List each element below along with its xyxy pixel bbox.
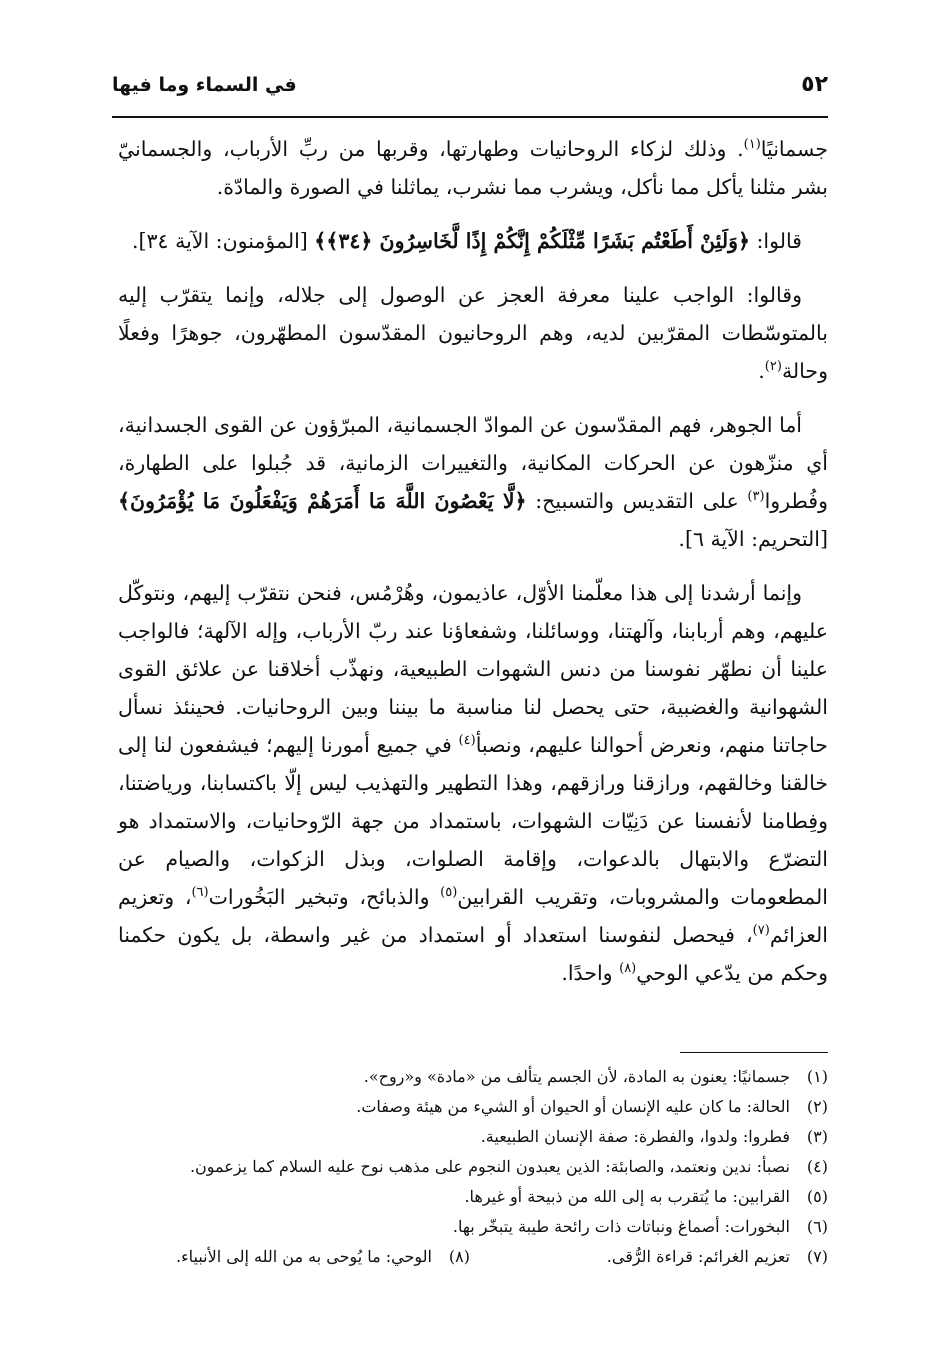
footnote-number: (١) [806,1067,828,1086]
footnote-text: البخورات: أصماغ ونباتات ذات رائحة طيبة يتبخّر بها. [452,1217,790,1236]
paragraph-1: جسمانيًا$^{(١)}$. وذلك لزكاء الروحانيات وطهارتها، وقربها من ربِّ الأرباب، والجسمانيّ بشر مثلنا يأكل مما نأكل، ويشرب مما نشرب، يماثلنا في الصورة والمادّة. [118,137,828,199]
main-text [118,130,828,1008]
footnote-7 [470,1242,828,1272]
paragraph-2: قالوا: ﴿وَلَئِنْ أَطَعْتُم بَشَرًا مِّثْلَكُمْ إِنَّكُمْ إِذًا لَّخَاسِرُونَ ﴿٣٤﴾﴾ [المؤمنون: الآية ٣٤]. [132,229,802,253]
footnote-text: الوحي: ما يُوحى به من الله إلى الأنبياء. [176,1247,432,1266]
footnote-number: (٤) [806,1157,828,1176]
footnote-row-7-8 [112,1242,828,1272]
footnote-ref-3[interactable]: (٣) [747,489,765,505]
quran-verse: ﴿لَّا يَعْصُونَ اللَّهَ مَا أَمَرَهُمْ وَيَفْعَلُونَ مَا يُؤْمَرُونَ﴾ [118,489,527,513]
footnote-text: القرابين: ما يُتقرب به إلى الله من ذبيحة أو غيرها. [464,1187,790,1206]
footnote-ref-2[interactable]: (٢) [764,359,782,375]
footnote-text: نصبأ: ندين ونعتمد، والصابئة: الذين يعبدون النجوم على مذهب نوح عليه السلام كما يزعمون. [189,1157,790,1176]
footnote-ref-6[interactable]: (٦) [191,885,209,901]
footnote-text: جسمانيًا: يعنون به المادة، لأن الجسم يتألف من «مادة» و«روح». [363,1067,790,1086]
footnotes [112,1062,828,1272]
footnote-number: (٥) [806,1187,828,1206]
footnote-number: (٢) [806,1097,828,1116]
footnote-1 [112,1062,828,1092]
footnote-ref-4[interactable]: (٤) [458,733,476,749]
quran-verse: ﴿وَلَئِنْ أَطَعْتُم بَشَرًا مِّثْلَكُمْ إِنَّكُمْ إِذًا لَّخَاسِرُونَ ﴿٣٤﴾﴾ [314,229,750,253]
footnote-number: (٦) [806,1217,828,1236]
paragraph-5: وإنما أرشدنا إلى هذا معلّمنا الأوّل، عاذيمون، وهُرْمُس، فنحن نتقرّب إليهم، ونتوكّل عليهم، وهم أربابنا، وآلهتنا، ووسائلنا، وشفعاؤنا عند ربّ الأرباب، وإله الآلهة؛ فالواجب علينا أن نطهّر نفوسنا من دنس الشهوات الطبيعية، ونهذّب أخلاقنا عن علائق القوى الشهوانية والغضبية، حتى يحصل لنا مناسبة ما بيننا وبين الروحانيات. فحينئذ نسأل حاجاتنا منهم، ونعرض أحوالنا عليهم، ونصبأ$^{(٤)}$ في جميع أمورنا إليهم؛ فيشفعون لنا إلى خالقنا وخالقهم، ورازقنا ورازقهم، وهذا التطهير والتهذيب ليس إلّا باكتسابنا، ورياضتنا، وفِطامنا لأنفسنا عن دَنِيّات الشهوات، باستمداد من جهة الرّوحانيات، والاستمداد هو التضرّع والابتهال بالدعوات، وإقامة الصلوات، وبذل الزكوات، والصيام عن المطعومات والمشروبات، وتقريب القرابين$^{(٥)}$ والذبائح، وتبخير البَخُورات$^{(٦)}$، وتعزيم العزائم$^{(٧)}$، فيحصل لنفوسنا استعداد أو استمداد من غير واسطة، بل يكون حكمنا وحكم من يدّعي الوحي$^{(٨)}$ واحدًا. [118,581,828,985]
footnote-ref-1[interactable]: (١) [743,137,761,153]
footnote-6 [112,1212,828,1242]
page-header [112,72,828,110]
footnote-separator [680,1052,828,1053]
footnote-number: (٧) [806,1247,828,1266]
header-rule [112,116,828,118]
footnote-number: (٣) [806,1127,828,1146]
footnote-ref-5[interactable]: (٥) [440,885,458,901]
footnote-5 [112,1182,828,1212]
paragraph-3: وقالوا: الواجب علينا معرفة العجز عن الوصول إلى جلاله، وإنما يتقرّب إليه بالمتوسّطات المقرّبين لديه، وهم الروحانيون المقدّسون المطهّرون، جوهرًا وفعلًا وحالة$^{(٢)}$. [118,283,828,383]
running-title: في السماء وما فيها [112,74,297,96]
footnote-number: (٨) [448,1247,470,1266]
footnote-ref-8[interactable]: (٨) [619,961,637,977]
page-number: ٥٢ [801,72,828,97]
footnote-text: فطروا: ولدوا، والفطرة: صفة الإنسان الطبيعية. [480,1127,790,1146]
footnote-text: الحالة: ما كان عليه الإنسان أو الحيوان أو الشيء من هيئة وصفات. [356,1097,790,1116]
footnote-3 [112,1122,828,1152]
footnote-text: تعزيم الغرائم: قراءة الرُّقى. [606,1247,790,1266]
paragraph-4: أما الجوهر، فهم المقدّسون عن الموادّ الجسمانية، المبرّؤون عن القوى الجسدانية، أي منزّهون عن الحركات المكانية، والتغييرات الزمانية، قد جُبلوا على الطهارة، وفُطروا$^{(٣)}$ على التقديس والتسبيح: ﴿لَّا يَعْصُونَ اللَّهَ مَا أَمَرَهُمْ وَيَفْعَلُونَ مَا يُؤْمَرُونَ﴾ [التحريم: الآية ٦]. [118,413,828,551]
footnote-ref-7[interactable]: (٧) [752,923,770,939]
footnote-4 [112,1152,828,1182]
footnote-8 [112,1242,470,1272]
footnote-2 [112,1092,828,1122]
